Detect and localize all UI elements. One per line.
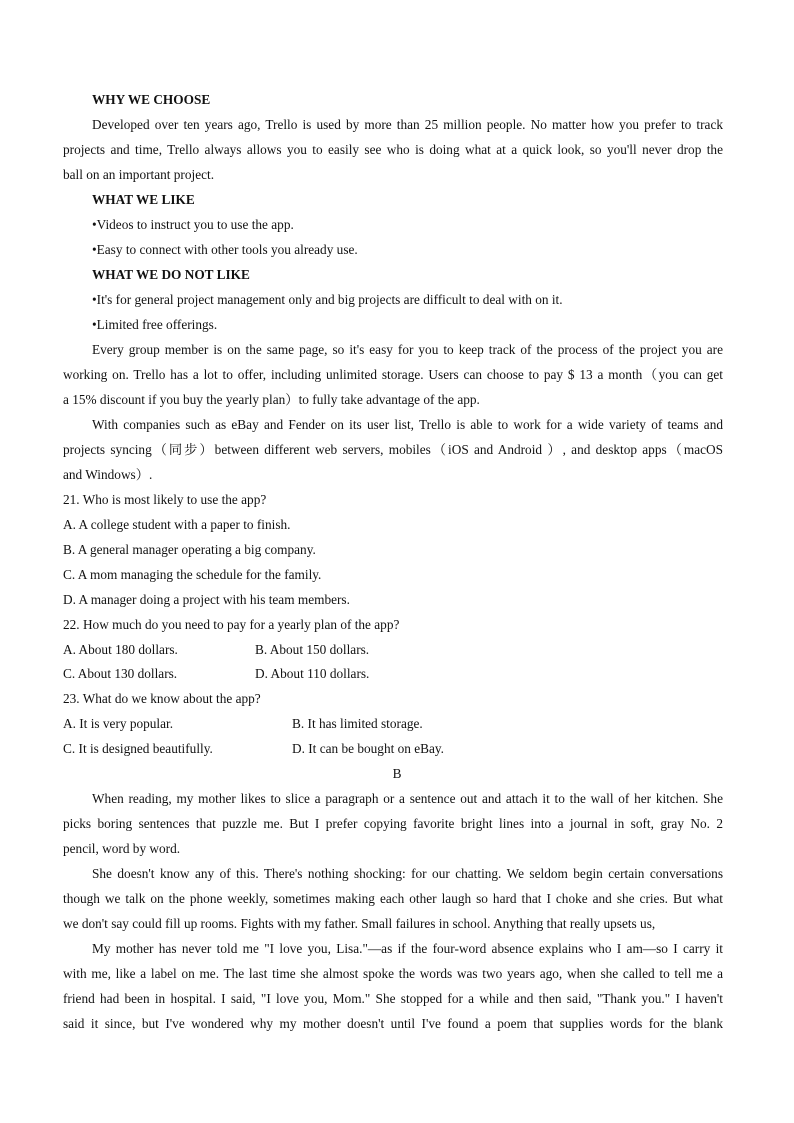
question-23-option-a: A. It is very popular. bbox=[63, 716, 174, 731]
paragraph-line: Developed over ten years ago, Trello is used by more than 25 million people. No matter how you prefer to track bbox=[92, 117, 723, 132]
question-23-option-d: D. It can be bought on eBay. bbox=[292, 741, 445, 756]
question-21-stem: 21. Who is most likely to use the app? bbox=[63, 492, 267, 507]
paragraph-line: My mother has never told me "I love you, Lisa."—as if the four-word absence explains who I am—so I carry it bbox=[92, 941, 723, 956]
paragraph-line: When reading, my mother likes to slice a paragraph or a sentence out and attach it to the wall of her kitchen. She bbox=[92, 791, 723, 806]
heading-what-we-like: WHAT WE LIKE bbox=[92, 192, 195, 207]
question-22-option-c: C. About 130 dollars. bbox=[63, 666, 178, 681]
paragraph-line: friend had been in hospital. I said, "I love you, Mom." She stopped for a while and then said, "Thank you." I haven't bbox=[63, 991, 723, 1006]
section-b-label: B bbox=[392, 766, 402, 781]
paragraph-line: though we talk on the phone weekly, sometimes making each other laugh so hard that I choke and she cries. But what bbox=[63, 891, 723, 906]
question-21-option-d: D. A manager doing a project with his team members. bbox=[63, 592, 350, 607]
question-23-option-c: C. It is designed beautifully. bbox=[63, 741, 213, 756]
bullet-item: •Videos to instruct you to use the app. bbox=[92, 217, 294, 232]
bullet-item: •Limited free offerings. bbox=[92, 317, 218, 332]
paragraph-line: picks boring sentences that puzzle me. But I prefer copying favorite bright lines into a journal in soft, gray No. 2 bbox=[63, 816, 723, 831]
paragraph-line: with me, like a label on me. The last time she almost spoke the words was two years ago, when she called to tell me a bbox=[63, 966, 723, 981]
paragraph-line: pencil, word by word. bbox=[63, 841, 181, 856]
bullet-item: •It's for general project management only and big projects are difficult to deal with on it. bbox=[92, 292, 563, 307]
question-22-option-d: D. About 110 dollars. bbox=[255, 666, 370, 681]
paragraph-line: ball on an important project. bbox=[63, 167, 215, 182]
paragraph-line: Every group member is on the same page, so it's easy for you to keep track of the process of the project you are bbox=[92, 342, 723, 357]
question-23-option-b: B. It has limited storage. bbox=[292, 716, 423, 731]
question-22-stem: 22. How much do you need to pay for a yearly plan of the app? bbox=[63, 617, 400, 632]
paragraph-line: and Windows）. bbox=[63, 467, 153, 482]
heading-why-we-choose: WHY WE CHOOSE bbox=[92, 92, 211, 107]
paragraph-line: She doesn't know any of this. There's nothing shocking: for our chatting. We seldom begin certain conversations bbox=[92, 866, 723, 881]
paragraph-line: With companies such as eBay and Fender on its user list, Trello is able to work for a wide variety of teams and bbox=[92, 417, 723, 432]
question-21-option-b: B. A general manager operating a big company. bbox=[63, 542, 316, 557]
paragraph-line: projects syncing（同步）between different web servers, mobiles（iOS and Android ）, and desktop apps（macOS bbox=[63, 442, 723, 457]
paragraph-line: working on. Trello has a lot to offer, including unlimited storage. Users can choose to pay $ 13 a month（you can get bbox=[63, 367, 723, 382]
paragraph-line: a 15% discount if you buy the yearly plan）to fully take advantage of the app. bbox=[63, 392, 480, 407]
question-21-option-c: C. A mom managing the schedule for the family. bbox=[63, 567, 322, 582]
bullet-item: •Easy to connect with other tools you already use. bbox=[92, 242, 358, 257]
question-23-stem: 23. What do we know about the app? bbox=[63, 691, 261, 706]
paragraph-line: we don't say could fill up rooms. Fights with my father. Small failures in school. Anything that really upsets us, bbox=[63, 916, 656, 931]
question-22-option-b: B. About 150 dollars. bbox=[255, 642, 370, 657]
paragraph-line: projects and time, Trello always allows you to easily see who is doing what at a quick look, so you'll never drop the bbox=[63, 142, 723, 157]
question-21-option-a: A. A college student with a paper to finish. bbox=[63, 517, 291, 532]
question-22-option-a: A. About 180 dollars. bbox=[63, 642, 178, 657]
paragraph-line: said it since, but I've wondered why my mother doesn't until I've found a poem that supplies words for the blank bbox=[63, 1016, 723, 1031]
heading-what-we-do-not-like: WHAT WE DO NOT LIKE bbox=[92, 267, 250, 282]
